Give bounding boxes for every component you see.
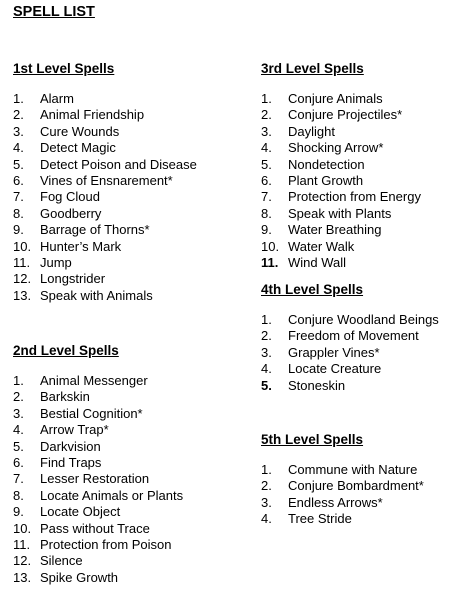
spell-number: 1. (261, 91, 272, 106)
section-2nd-level (13, 342, 183, 586)
spell-name: Darkvision (40, 438, 101, 454)
spell-list (261, 312, 439, 394)
spell-number: 1. (261, 462, 272, 477)
spell-item (261, 140, 421, 156)
spell-number: 1. (13, 373, 24, 388)
spell-item (261, 328, 439, 344)
spell-name: Detect Magic (40, 140, 116, 156)
spell-item (261, 173, 421, 189)
spell-number: 6. (261, 172, 272, 188)
spell-item (13, 439, 183, 455)
spell-name: Find Traps (40, 454, 102, 470)
spell-name: Lesser Restoration (40, 471, 150, 487)
spell-item (261, 511, 424, 527)
spell-name: Spike Growth (40, 569, 119, 585)
spell-number: 1. (13, 91, 24, 106)
spell-list (261, 91, 421, 271)
spell-number: 5. (261, 156, 272, 172)
spell-name: Water Walk (288, 238, 355, 254)
spell-item (261, 345, 439, 361)
spell-number: 9. (261, 222, 272, 238)
spell-name: Water Breathing (288, 222, 382, 238)
spell-item (261, 239, 421, 255)
spell-number: 11. (261, 254, 279, 270)
spell-number: 4. (13, 140, 24, 156)
spell-name: Hunter’s Mark (40, 238, 122, 254)
document-title: SPELL LIST (13, 4, 95, 20)
spell-name: Commune with Nature (288, 462, 418, 477)
spell-number: 11. (13, 254, 31, 270)
spell-item (13, 570, 183, 586)
spell-name: Conjure Projectiles* (288, 107, 403, 123)
section-5th-level (261, 431, 424, 528)
spell-item (13, 124, 197, 140)
spell-item (261, 462, 424, 478)
spell-name: Speak with Plants (288, 205, 392, 221)
spell-number: 5. (13, 156, 24, 172)
spell-number: 4. (261, 511, 272, 527)
spell-list (261, 462, 424, 528)
spell-item (13, 222, 197, 238)
spell-item (261, 478, 424, 494)
section-heading: 2nd Level Spells (13, 343, 119, 358)
spell-name: Speak with Animals (40, 287, 153, 303)
spell-number: 2. (261, 478, 272, 494)
spell-name: Conjure Bombardment* (288, 478, 424, 494)
spell-number: 2. (261, 328, 272, 344)
spell-item (13, 173, 197, 189)
spell-number: 7. (13, 471, 24, 487)
section-heading: 3rd Level Spells (261, 61, 364, 76)
spell-item (13, 488, 183, 504)
spell-name: Locate Object (40, 504, 121, 520)
spell-item (13, 553, 183, 569)
spell-name: Protection from Poison (40, 536, 172, 552)
spell-item (261, 312, 439, 328)
spell-name: Bestial Cognition* (40, 405, 143, 421)
spell-item (13, 107, 197, 123)
spell-item (13, 471, 183, 487)
spell-number: 9. (13, 504, 24, 520)
spell-number: 12. (13, 271, 32, 287)
spell-name: Wind Wall (288, 254, 347, 270)
spell-name: Plant Growth (288, 172, 364, 188)
spell-item (261, 495, 424, 511)
spell-number: 2. (13, 389, 24, 405)
spell-item (13, 455, 183, 471)
spell-item (13, 91, 197, 107)
spell-number: 10. (13, 238, 32, 254)
spell-name: Goodberry (40, 205, 102, 221)
spell-number: 12. (13, 553, 32, 569)
spell-item (13, 239, 197, 255)
section-4th-level (261, 281, 439, 394)
spell-item (261, 91, 421, 107)
spell-number: 10. (261, 238, 280, 254)
section-3rd-level (261, 60, 421, 271)
spell-number: 5. (13, 438, 24, 454)
spell-item (261, 107, 421, 123)
spell-number: 1. (261, 312, 272, 327)
spell-name: Barrage of Thorns* (40, 222, 150, 238)
section-1st-level (13, 60, 197, 304)
spell-item (13, 537, 183, 553)
spell-name: Nondetection (288, 156, 365, 172)
spell-number: 3. (261, 344, 272, 360)
spell-name: Vines of Ensnarement* (40, 172, 173, 188)
spell-name: Barkskin (40, 389, 90, 405)
spell-item (13, 206, 197, 222)
spell-item (261, 189, 421, 205)
spell-name: Fog Cloud (40, 189, 100, 205)
spell-item (13, 288, 197, 304)
spell-item (13, 189, 197, 205)
spell-item (261, 206, 421, 222)
spell-number: 11. (13, 536, 31, 552)
spell-item (261, 361, 439, 377)
spell-name: Locate Animals or Plants (40, 487, 184, 503)
spell-item (13, 255, 197, 271)
spell-item (13, 140, 197, 156)
spell-name: Animal Friendship (40, 107, 145, 123)
spell-number: 4. (13, 422, 24, 438)
spell-item (261, 222, 421, 238)
spell-name: Shocking Arrow* (288, 140, 384, 156)
spell-number: 3. (13, 123, 24, 139)
spell-name: Grappler Vines* (288, 344, 380, 360)
spell-item (13, 157, 197, 173)
spell-number: 8. (261, 205, 272, 221)
spell-name: Protection from Energy (288, 189, 421, 205)
spell-name: Arrow Trap* (40, 422, 109, 438)
spell-name: Stoneskin (288, 377, 346, 393)
spell-item (261, 378, 439, 394)
spell-item (261, 255, 421, 271)
spell-name: Endless Arrows* (288, 494, 383, 510)
spell-name: Longstrider (40, 271, 106, 287)
spell-number: 13. (13, 287, 32, 303)
spell-name: Silence (40, 553, 83, 569)
spell-number: 9. (13, 222, 24, 238)
spell-item (13, 406, 183, 422)
spell-number: 3. (261, 494, 272, 510)
spell-number: 3. (261, 123, 272, 139)
spell-number: 5. (261, 377, 272, 393)
spell-number: 7. (261, 189, 272, 205)
spell-name: Tree Stride (288, 511, 352, 527)
spell-name: Conjure Animals (288, 91, 383, 106)
spell-number: 10. (13, 520, 32, 536)
spell-number: 6. (13, 454, 24, 470)
spell-name: Pass without Trace (40, 520, 150, 536)
spell-item (13, 389, 183, 405)
spell-number: 8. (13, 487, 24, 503)
spell-list (13, 91, 197, 304)
spell-number: 4. (261, 140, 272, 156)
spell-number: 4. (261, 361, 272, 377)
spell-item (13, 521, 183, 537)
spell-item (13, 504, 183, 520)
spell-number: 2. (261, 107, 272, 123)
spell-name: Conjure Woodland Beings (288, 312, 439, 327)
spell-name: Freedom of Movement (288, 328, 419, 344)
spell-number: 13. (13, 569, 32, 585)
spell-number: 3. (13, 405, 24, 421)
spell-item (13, 271, 197, 287)
spell-name: Daylight (288, 123, 335, 139)
spell-number: 6. (13, 172, 24, 188)
spell-item (13, 373, 183, 389)
spell-name: Alarm (40, 91, 74, 106)
spell-item (13, 422, 183, 438)
section-heading: 5th Level Spells (261, 432, 364, 447)
spell-name: Detect Poison and Disease (40, 156, 197, 172)
spell-name: Cure Wounds (40, 123, 120, 139)
spell-name: Locate Creature (288, 361, 382, 377)
spell-name: Jump (40, 254, 72, 270)
spell-list (13, 373, 183, 586)
spell-number: 2. (13, 107, 24, 123)
section-heading: 1st Level Spells (13, 61, 115, 76)
spell-item (261, 157, 421, 173)
spell-name: Animal Messenger (40, 373, 148, 388)
spell-number: 8. (13, 205, 24, 221)
section-heading: 4th Level Spells (261, 282, 364, 297)
spell-number: 7. (13, 189, 24, 205)
spell-item (261, 124, 421, 140)
